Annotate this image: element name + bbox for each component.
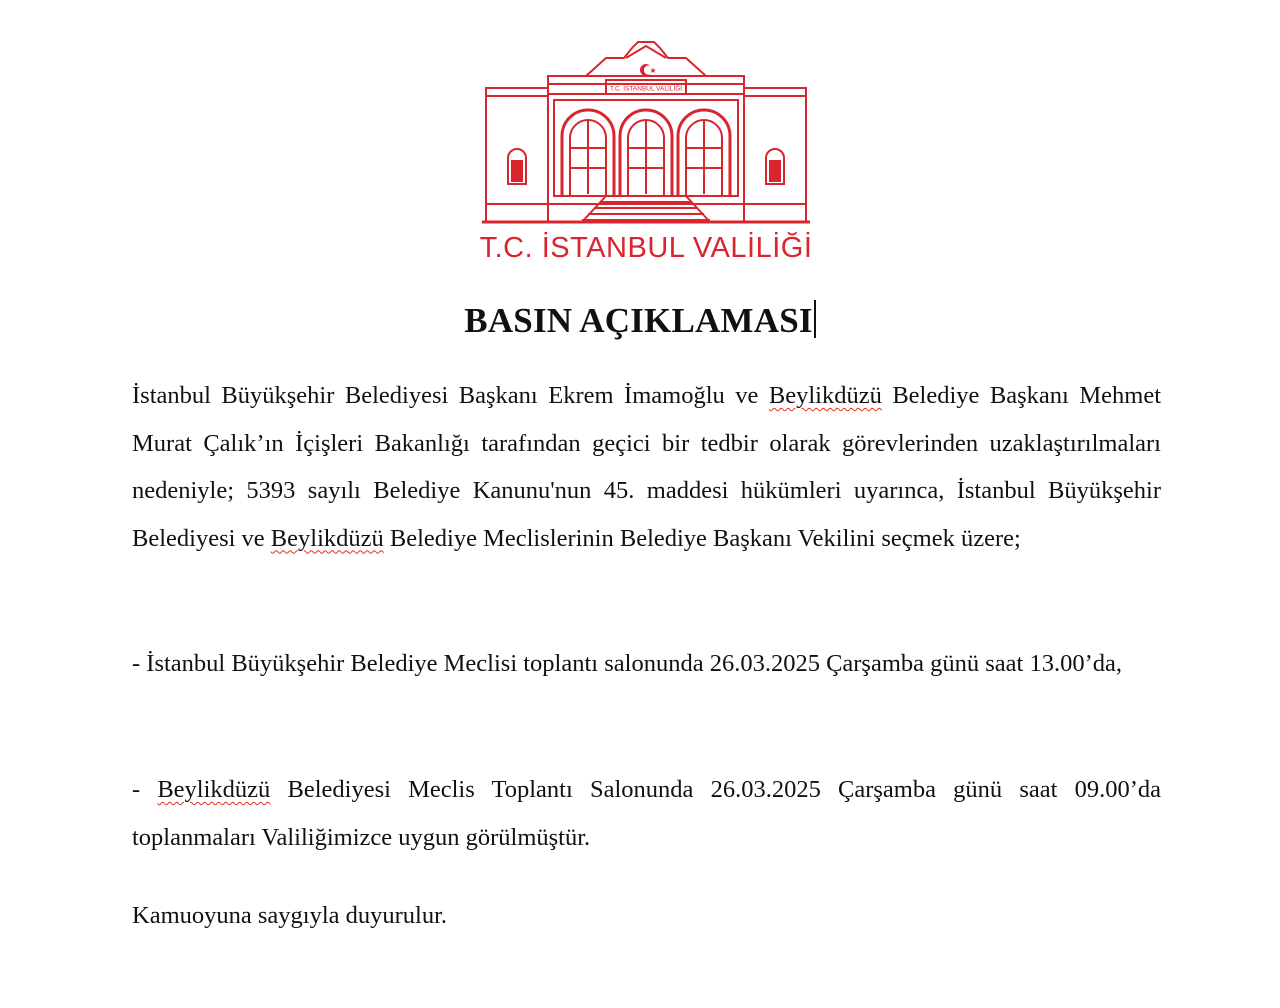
- paragraph3-prefix: -: [132, 776, 158, 803]
- logo-caption: T.C. İSTANBUL VALİLİĞİ: [479, 232, 813, 264]
- text-cursor: [814, 300, 816, 338]
- document-title: [0, 300, 1280, 341]
- document-title-text: BASIN AÇIKLAMASI: [464, 301, 813, 340]
- governorship-building-icon: [478, 36, 814, 226]
- istanbul-valiligi-logo: [478, 36, 814, 274]
- spellcheck-word-beylikduzu: Beylikdüzü: [768, 382, 882, 409]
- paragraph3-text: Belediyesi Meclis Toplantı Salonunda 26.03.2025 Çarşamba günü saat 09.00’da toplanmaları Valiliğimizce uygun görülmüştür.: [132, 776, 1161, 851]
- spellcheck-word-beylikduzu: Beylikdüzü: [157, 776, 271, 803]
- paragraph1-text-b: Belediye Başkanı Mehmet Murat Çalık’ın İçişleri Bakanlığı tarafından geçici bir tedbir olarak görevlerinden uzaklaştırılmaları nedeniyle; 5393 sayılı Belediye Kanunu'nun 45. maddesi hükümleri uyarınca, İstanbul Büyükşehir Belediyesi ve: [132, 382, 1161, 552]
- paragraph-ibb-meeting: - İstanbul Büyükşehir Belediye Meclisi toplantı salonunda 26.03.2025 Çarşamba günü saat 13.00’da,: [132, 650, 1123, 677]
- paragraph-announcement: [132, 372, 1161, 562]
- spellcheck-word-beylikduzu: Beylikdüzü: [270, 524, 384, 552]
- building-sign-text: T.C. İSTANBUL VALİLİĞİ: [609, 85, 683, 93]
- closing-line: Kamuoyuna saygıyla duyurulur.: [132, 902, 448, 929]
- paragraph-beylikduzu-meeting: [132, 766, 1161, 861]
- paragraph1-text-a: İstanbul Büyükşehir Belediyesi Başkanı Ekrem İmamoğlu ve: [132, 382, 769, 409]
- paragraph1-text-c: Belediye Meclislerinin Belediye Başkanı Vekilini seçmek üzere;: [383, 524, 1021, 552]
